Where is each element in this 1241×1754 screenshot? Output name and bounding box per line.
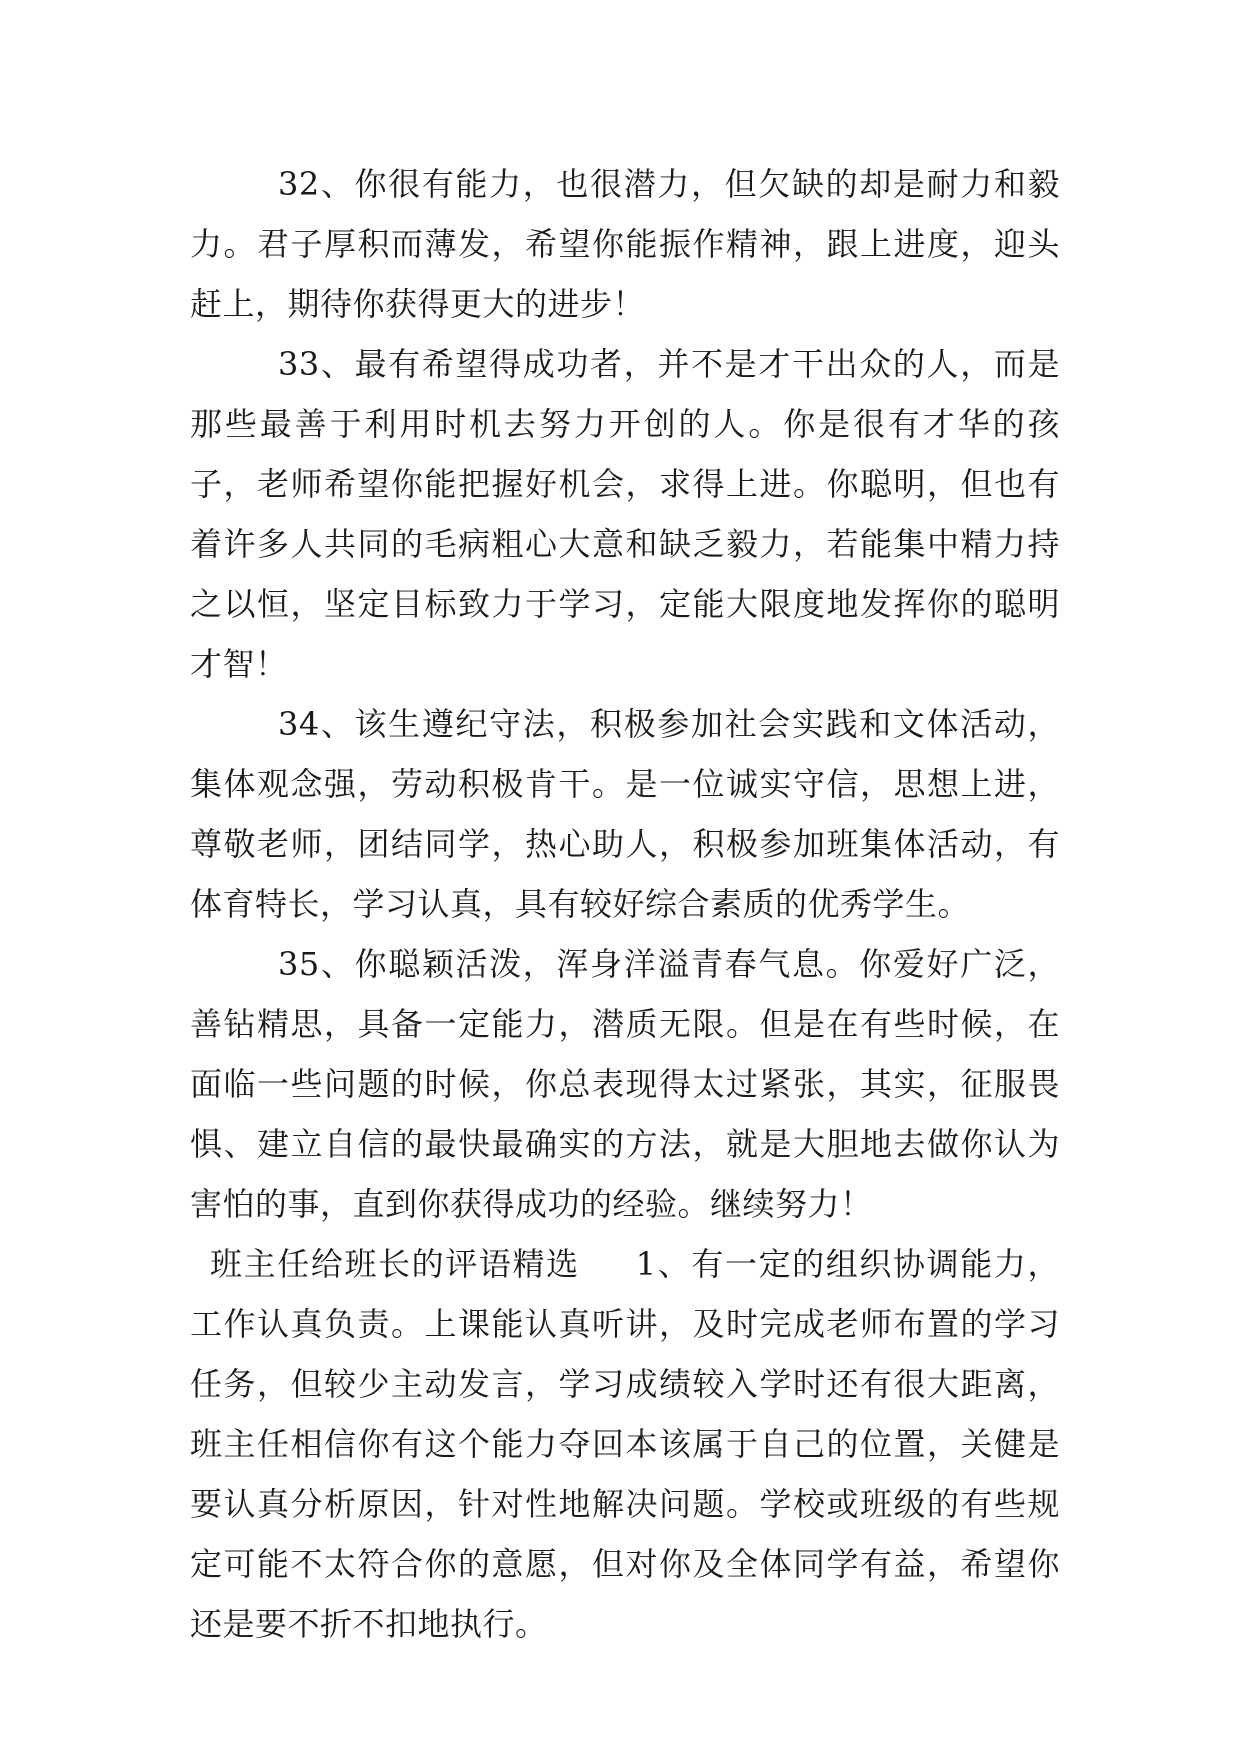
section-title: 班主任给班长的评语精选 bbox=[210, 1245, 580, 1283]
comment-paragraph-32: 32、你很有能力，也很潜力，但欠缺的却是耐力和毅力。君子厚积而薄发，希望你能振作精神，跟上进度，迎头赶上，期待你获得更大的进步！ bbox=[190, 165, 1060, 323]
section-paragraph bbox=[190, 1234, 1060, 1654]
comment-paragraph-34: 34、该生遵纪守法，积极参加社会实践和文体活动，集体观念强，劳动积极肯干。是一位诚实守信，思想上进，尊敬老师，团结同学，热心助人，积极参加班集体活动，有体育特长，学习认真，具有较好综合素质的优秀学生。 bbox=[190, 705, 1060, 923]
section-item-1: 1、有一定的组织协调能力，工作认真负责。上课能认真听讲，及时完成老师布置的学习任务，但较少主动发言，学习成绩较入学时还有很大距离，班主任相信你有这个能力夺回本该属于自己的位置，关健是要认真分析原因，针对性地解决问题。学校或班级的有些规定可能不太符合你的意愿，但对你及全体同学有益，希望你还是要不折不扣地执行。 bbox=[190, 1245, 1060, 1643]
comment-paragraph-35: 35、你聪颖活泼，浑身洋溢青春气息。你爱好广泛，善钻精思，具备一定能力，潜质无限。但是在有些时候，在面临一些问题的时候，你总表现得太过紧张，其实，征服畏惧、建立自信的最快最确实的方法，就是大胆地去做你认为害怕的事，直到你获得成功的经验。继续努力！ bbox=[190, 945, 1060, 1223]
document-body bbox=[190, 154, 1060, 1654]
comment-paragraph-33: 33、最有希望得成功者，并不是才干出众的人，而是那些最善于利用时机去努力开创的人。你是很有才华的孩子，老师希望你能把握好机会，求得上进。你聪明，但也有着许多人共同的毛病粗心大意和缺乏毅力，若能集中精力持之以恒，坚定目标致力于学习，定能大限度地发挥你的聪明才智！ bbox=[190, 345, 1060, 683]
